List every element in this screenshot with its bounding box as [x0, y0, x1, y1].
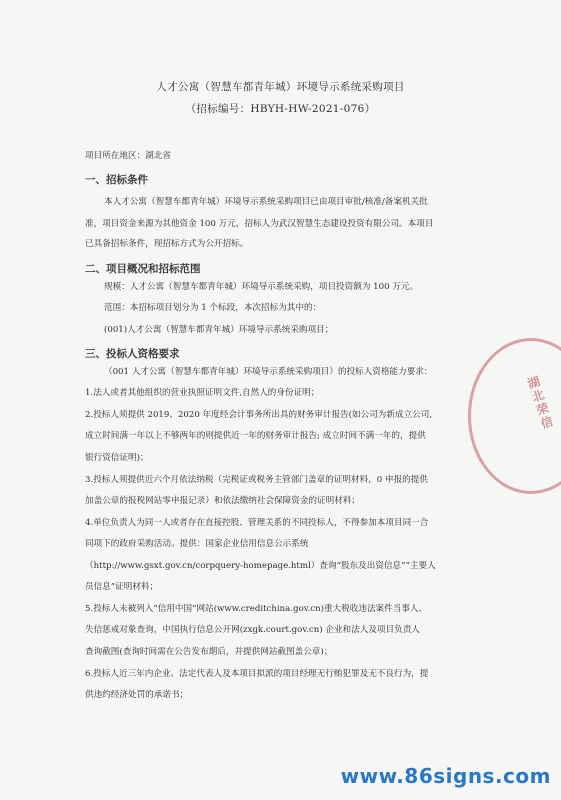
body-line: (001)人才公寓（智慧车都青年城）环境导示系统采购项目； — [104, 325, 334, 335]
section-heading: 一、招标条件 — [85, 174, 148, 186]
body-line: （http://www.gsxt.gov.cn/corpquery-homepage.html）查询“股东及出资信息”“主要人 — [85, 561, 436, 571]
body-line: 查询截图(查询时间需在公告发布期后，并提供网站截图盖公章)； — [85, 647, 333, 657]
body-line: 银行资信证明)； — [85, 453, 149, 463]
body-line: 失信惩戒对象查询，中国执行信息公开网(zxgk.court.gov.cn) 企业和法人及项目负责人 — [85, 625, 420, 635]
section-heading: 三、投标人资格要求 — [85, 348, 180, 360]
project-region: 项目所在地区：湖北省 — [85, 151, 171, 161]
body-line: 成立时间满一年以上不够两年的则提供近一年的财务审计报告; 成立时间不满一年的，提供 — [85, 431, 426, 441]
body-line: 6.投标人近三年内企业、法定代表人及本项目拟派的项目经理无行贿犯罪及无不良行为，提 — [85, 669, 429, 679]
body-line: 本人才公寓（智慧车都青年城）环境导示系统采购项目已由项目审批/核准/备案机关批 — [104, 197, 428, 207]
body-line: 同项下的政府采购活动。提供：国家企业信用信息公示系统 — [85, 539, 309, 549]
section-heading: 二、项目概况和招标范围 — [85, 263, 201, 275]
seal-text: 湖北荣信 — [524, 374, 556, 433]
body-line: 已具备招标条件，现招标方式为公开招标。 — [85, 239, 249, 249]
body-line: 5.投标人未被列入”信用中国”网站(www.creditchina.gov.cn)重大税收违法案件当事人、 — [85, 604, 428, 614]
body-line: 员信息”证明材料； — [85, 582, 159, 592]
tender-code: （招标编号：HBYH-HW-2021-076） — [185, 103, 376, 115]
body-line: 1.法人或者其他组织的营业执照证明文件,自然人的身份证明； — [85, 388, 320, 398]
body-line: 规模：人才公寓（智慧车都青年城）环境导示系统采购，项目投资额为 100 万元。 — [104, 282, 419, 292]
body-line: 2.投标人须提供 2019、2020 年度经会计事务所出具的财务审计报告(如公司为新成立公司, — [85, 410, 433, 420]
body-line: 范围：本招标项目划分为 1 个标段，本次招标为其中的： — [104, 303, 322, 313]
body-line: （001 人才公寓（智慧车都青年城）环境导示系统采购项目）的投标人资格能力要求： — [104, 367, 433, 377]
document-title: 人才公寓（智慧车都青年城）环境导示系统采购项目 — [156, 81, 405, 93]
body-line: 4.单位负责人为同一人或者存在直接控股、管理关系的不同投标人，不得参加本项目同一合 — [85, 518, 429, 528]
body-line: 供违约经济处罚的承诺书； — [85, 690, 189, 700]
body-line: 3.投标人须提供近六个月依法纳税（完税证或税务主管部门盖章的证明材料，0 申报的提供 — [85, 475, 428, 485]
body-line: 准，项目资金来源为其他资金 100 万元，招标人为武汉智慧生态建设投资有限公司。本项目 — [85, 219, 434, 229]
body-line: 加盖公章的报税网站零申报记录）和依法缴纳社会保障资金的证明材料； — [85, 496, 361, 506]
site-watermark: www.86signs.com — [340, 764, 551, 788]
